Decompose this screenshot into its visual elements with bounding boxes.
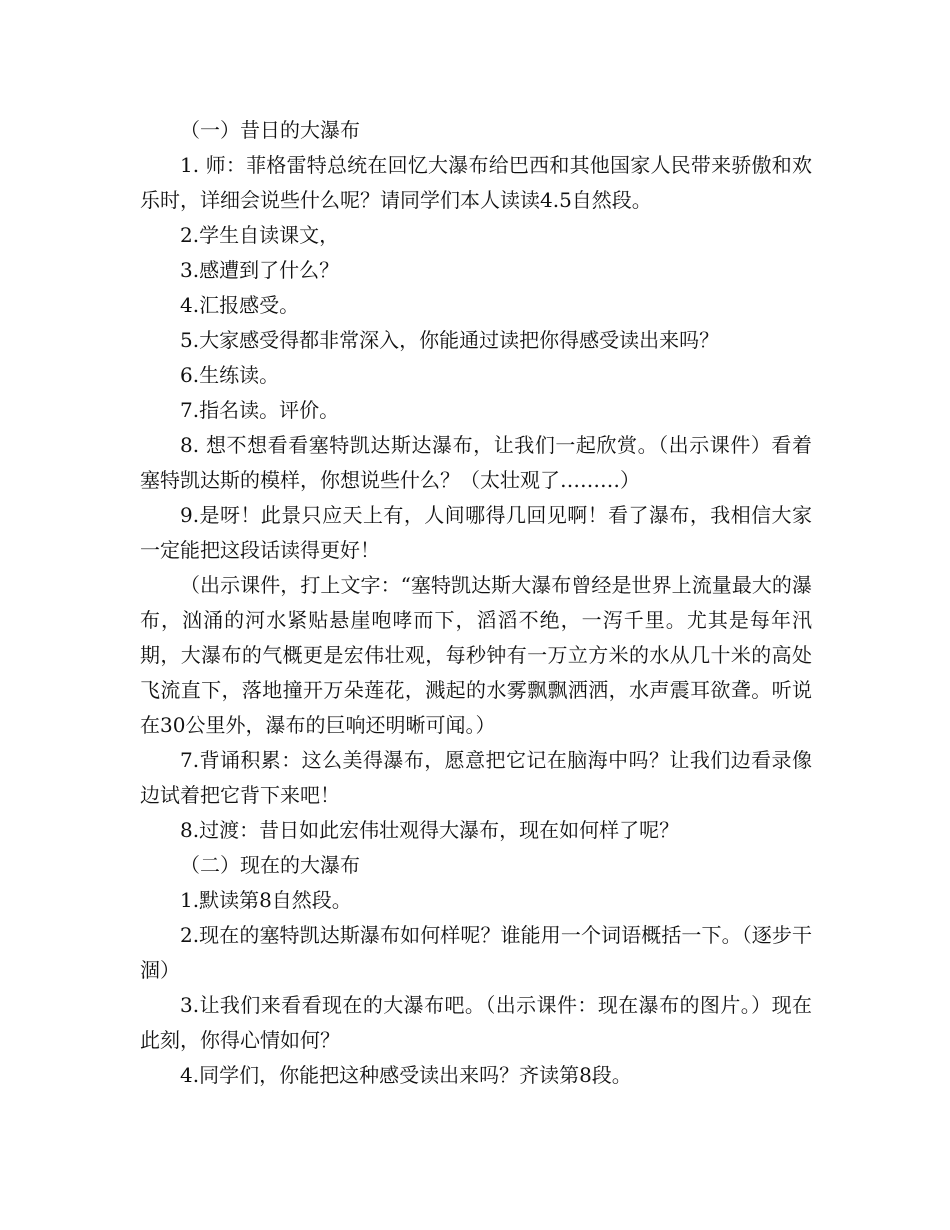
paragraph: 6.生练读。 — [180, 363, 280, 387]
document-body — [140, 113, 812, 1093]
paragraph: 9.是呀！此景只应天上有，人间哪得几回见啊！看了瀑布，我相信大家一定能把这段话读得更好！ — [140, 503, 812, 562]
paragraph: 1.默读第8自然段。 — [180, 888, 352, 912]
section-heading-past-waterfall: （一）昔日的大瀑布 — [180, 118, 360, 142]
paragraph: 7.背诵积累：这么美得瀑布，愿意把它记在脑海中吗？让我们边看录像边试着把它背下来吧！ — [140, 748, 812, 807]
paragraph: 2.现在的塞特凯达斯瀑布如何样呢？谁能用一个词语概括一下。（逐步干涸） — [140, 923, 812, 982]
paragraph: 2.学生自读课文， — [180, 223, 340, 247]
section-heading-present-waterfall: （二）现在的大瀑布 — [180, 853, 360, 877]
paragraph: 8. 想不想看看塞特凯达斯达瀑布，让我们一起欣赏。（出示课件）看着塞特凯达斯的模样，你想说些什么？（太壮观了………） — [140, 433, 812, 492]
paragraph: 1. 师：菲格雷特总统在回忆大瀑布给巴西和其他国家人民带来骄傲和欢乐时，详细会说些什么呢？请同学们本人读读4.5自然段。 — [140, 153, 812, 212]
quoted-passage: （出示课件，打上文字：“塞特凯达斯大瀑布曾经是世界上流量最大的瀑布，汹涌的河水紧贴悬崖咆哮而下，滔滔不绝，一泻千里。尤其是每年汛期，大瀑布的气概更是宏伟壮观，每秒钟有一万立方米的水从几十米的高处飞流直下，落地撞开万朵莲花，溅起的水雾飘飘洒洒，水声震耳欲聋。听说在30公里外，瀑布的巨响还明晰可闻。） — [140, 573, 812, 737]
paragraph: 3.感遭到了什么？ — [180, 258, 340, 282]
paragraph: 4.同学们，你能把这种感受读出来吗？齐读第8段。 — [180, 1063, 632, 1087]
paragraph: 3.让我们来看看现在的大瀑布吧。（出示课件：现在瀑布的图片。）现在此刻，你得心情如何？ — [140, 993, 812, 1052]
paragraph: 8.过渡：昔日如此宏伟壮观得大瀑布，现在如何样了呢？ — [180, 818, 680, 842]
paragraph: 5.大家感受得都非常深入，你能通过读把你得感受读出来吗？ — [180, 328, 720, 352]
paragraph: 4.汇报感受。 — [180, 293, 300, 317]
paragraph: 7.指名读。评价。 — [180, 398, 340, 422]
